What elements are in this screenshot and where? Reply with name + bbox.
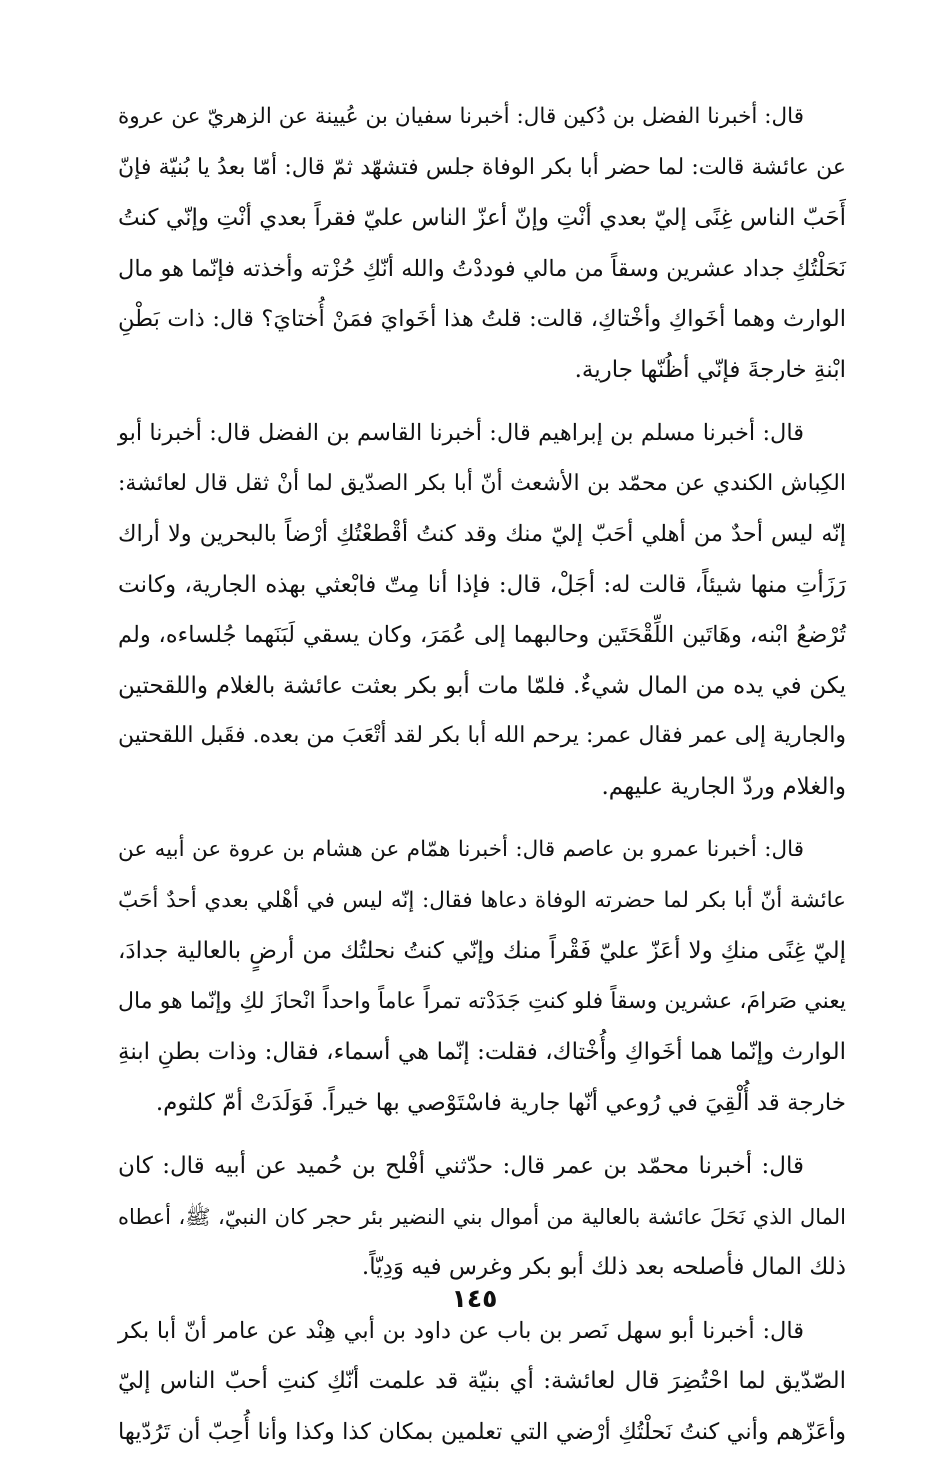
text-line: إليّ غِنًى منكِ ولا أعَزّ عليّ فَقْراً منك وإنّي كنتُ نحلتُك من أرضٍ بالعالية جدادَ،: [118, 926, 846, 977]
main-text: [118, 92, 846, 1457]
text-line: ابْنةِ خارجةَ فإنّي أظُنّها جارية.: [118, 345, 846, 396]
text-line: الكِباش الكندي عن محمّد بن الأشعث أنّ أبا بكر الصدّيق لما أنْ ثقل قال لعائشة:: [118, 459, 846, 510]
paragraph-3: [118, 825, 846, 1128]
text-line: قال: أخبرنا مسلم بن إبراهيم قال: أخبرنا القاسم بن الفضل قال: أخبرنا أبو: [118, 408, 846, 459]
text-line: يكن في يده من المال شيءٌ. فلمّا مات أبو بكر بعثت عائشة بالغلام واللقحتين: [118, 661, 846, 712]
text-line: خارجة قد أُلْقِيَ في رُوعي أنّها جارية فاسْتَوْصي بها خيراً. فَوَلَدَتْ أمّ كلثوم.: [118, 1078, 846, 1129]
text-line: قال: أخبرنا الفضل بن دُكين قال: أخبرنا سفيان بن عُيينة عن الزهريّ عن عروة: [118, 92, 846, 143]
paragraph-gap: [118, 1128, 846, 1141]
text-line: عن عائشة قالت: لما حضر أبا بكر الوفاة جلس فتشهّد ثمّ قال: أمّا بعدُ يا بُنيّة فإنّ: [118, 143, 846, 194]
text-line: قال: أخبرنا أبو سهل نَصر بن باب عن داود بن أبي هِنْد عن عامر أنّ أبا بكر: [118, 1306, 846, 1357]
page-number: ١٤٥: [0, 1284, 949, 1313]
paragraph-5: [118, 1306, 846, 1457]
paragraph-gap: [118, 812, 846, 825]
text-line: المال الذي نَحَلَ عائشة بالعالية من أموال بني النضير بئر حجر كان النبيّ، ﷺ، أعطاه: [118, 1192, 846, 1243]
text-line: الوارث وإنّما هما أخَواكِ وأُخْتاك، فقلت: إنّما هي أسماء، فقال: وذات بطنِ ابنةِ: [118, 1027, 846, 1078]
text-line: إنّه ليس أحدٌ من أهلي أحَبّ إليّ منك وقد كنتُ أقْطعْتُكِ أرْضاً بالبحرين ولا أراك: [118, 509, 846, 560]
text-line: قال: أخبرنا محمّد بن عمر قال: حدّثني أفْلح بن حُميد عن أبيه قال: كان: [118, 1141, 846, 1192]
paragraph-4: [118, 1141, 846, 1293]
text-line: الصّدّيق لما احْتُضِرَ قال لعائشة: أي بنيّة قد علمت أنّكِ كنتِ أحبّ الناس إليّ: [118, 1356, 846, 1407]
text-line: عائشة أنّ أبا بكر لما حضرته الوفاة دعاها فقال: إنّه ليس في أهْلي بعدي أحدٌ أحَبّ: [118, 876, 846, 927]
text-line: والجارية إلى عمر فقال عمر: يرحم الله أبا بكر لقد أتْعَبَ من بعده. فقَبل اللقحتين: [118, 711, 846, 762]
text-line: الوارث وهما أخَواكِ وأخْتاكِ، قالت: قلتُ هذا أخَوايَ فمَنْ أُختايَ؟ قال: ذات بَطْنِ: [118, 294, 846, 345]
text-line: وأعَزّهم وأني كنتُ نَحلْتُكِ أرْضي التي تعلمين بمكان كذا وكذا وأنا أُحِبّ أن تَرُدّيها: [118, 1407, 846, 1457]
paragraph-gap: [118, 395, 846, 408]
text-line: رَزَأتِ منها شيئاً، قالت له: أجَلْ، قال: فإذا أنا مِتّ فابْعثي بهذه الجارية، وكانت: [118, 560, 846, 611]
text-line: نَحَلْتُكِ جداد عشرين وسقاً من مالي فوددْتُ والله أنّكِ حُزْته وأخذته فإنّما هو مال: [118, 244, 846, 295]
text-line: تُرْضعُ ابْنه، وهَاتَين اللِّقْحَتَين وحالبهما إلى عُمَرَ، وكان يسقي لَبَنَهما جُلساءه، ولم: [118, 610, 846, 661]
paragraph-2: [118, 408, 846, 812]
text-line: يعني صَرامَ، عشرين وسقاً فلو كنتِ جَدَدْته تمراً عاماً واحداً انْحازَ لكِ وإنّما هو مال: [118, 977, 846, 1028]
text-line: قال: أخبرنا عمرو بن عاصم قال: أخبرنا همّام عن هشام بن عروة عن أبيه عن: [118, 825, 846, 876]
text-line: والغلام وردّ الجارية عليهم.: [118, 762, 846, 813]
text-line: ذلك المال فأصلحه بعد ذلك أبو بكر وغرس فيه وَدِيّاً.: [118, 1242, 846, 1293]
paragraph-1: [118, 92, 846, 395]
text-line: أَحَبّ الناس غِنًى إليّ بعدي أنْتِ وإنّ أعزّ الناس عليّ فقراً بعدي أنْتِ وإنّي كنتُ: [118, 193, 846, 244]
